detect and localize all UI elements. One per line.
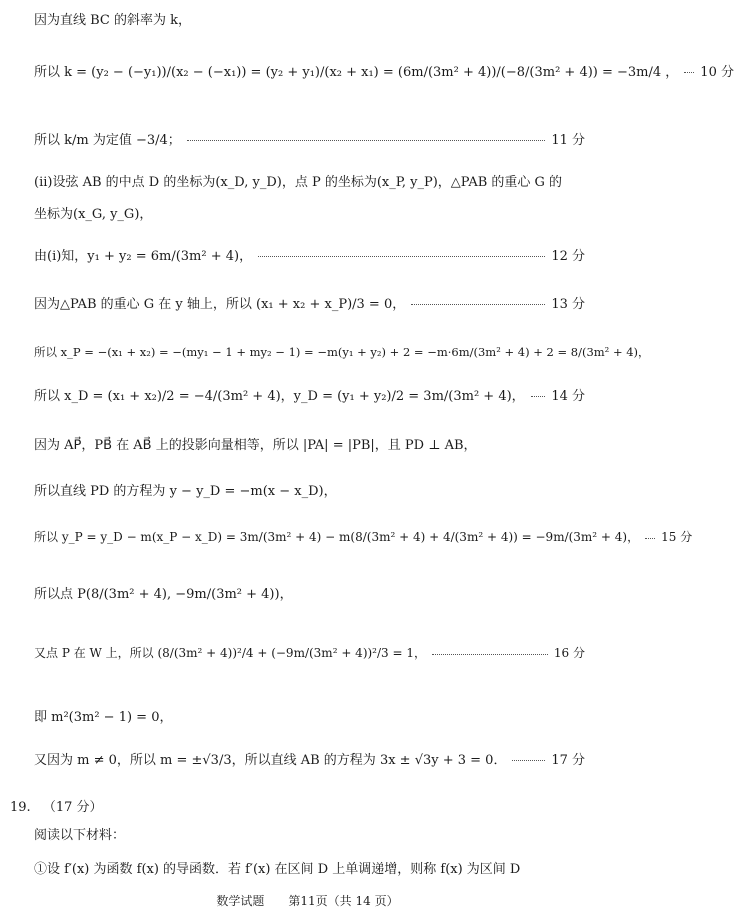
solution-line-13 xyxy=(34,572,585,612)
solution-line-8 xyxy=(34,336,650,368)
line-text: 所以 k = (y₂ − (−y₁))/(x₂ − (−x₁)) = (y₂ + y₁)/(x₂ + x₁) = (6m/(3m² + 4))/(−8/(3m² + 4)) = −3m/4 ， xyxy=(34,64,679,80)
solution-line-5 xyxy=(34,200,585,224)
solution-line-1 xyxy=(34,6,585,30)
question-number-text: 19. xyxy=(10,800,31,815)
leader-dots xyxy=(531,396,546,397)
solution-line-12 xyxy=(34,516,693,556)
line-text: 所以点 P(8/(3m² + 4), −9m/(3m² + 4))， xyxy=(34,586,293,602)
leader-dots xyxy=(411,304,545,305)
score-mark: 12 分 xyxy=(551,248,585,264)
line-text: 所以 x_D = (x₁ + x₂)/2 = −4/(3m² + 4)，y_D = (y₁ + y₂)/2 = 3m/(3m² + 4)， xyxy=(34,388,525,404)
leader-dots xyxy=(684,72,694,73)
line-text: 所以直线 PD 的方程为 y − y_D = −m(x − x_D)， xyxy=(34,483,337,499)
line-text: 又点 P 在 W 上，所以 (8/(3m² + 4))²/4 + (−9m/(3m² + 4))²/3 = 1， xyxy=(34,645,426,660)
question-number xyxy=(10,796,103,815)
line-text: (ii)设弦 AB 的中点 D 的坐标为(x_D, y_D)，点 P 的坐标为(x_P, y_P)，△PAB 的重心 G 的 xyxy=(34,174,563,190)
solution-line-10 xyxy=(34,430,585,456)
line-text: 所以 x_P = −(x₁ + x₂) = −(my₁ − 1 + my₂ − 1) = −m(y₁ + y₂) + 2 = −m·6m/(3m² + 4) + 2 = 8/(3m² + 4)， xyxy=(34,345,650,359)
page-footer: 数学试题 第11页（共 14 页） xyxy=(216,894,399,908)
line-text: 所以 k/m 为定值 −3/4； xyxy=(34,132,181,148)
score-mark: 11 分 xyxy=(551,132,585,148)
score-mark: 17 分 xyxy=(551,752,585,768)
line-text: 因为直线 BC 的斜率为 k， xyxy=(34,12,192,28)
leader-dots xyxy=(432,654,548,655)
line-text: 因为 AP⃗，PB⃗ 在 AB⃗ 上的投影向量相等，所以 |PA| = |PB|，且 PD ⊥ AB， xyxy=(34,437,477,453)
leader-dots xyxy=(645,538,655,539)
leader-dots xyxy=(187,140,546,141)
leader-dots xyxy=(258,256,545,257)
leader-dots xyxy=(512,760,545,761)
line-text: 因为△PAB 的重心 G 在 y 轴上，所以 (x₁ + x₂ + x_P)/3 = 0， xyxy=(34,296,406,312)
line-text: 由(ⅰ)知，y₁ + y₂ = 6m/(3m² + 4)， xyxy=(34,248,253,264)
solution-line-11 xyxy=(34,476,585,502)
score-mark: 10 分 xyxy=(700,64,734,80)
score-mark: 13 分 xyxy=(551,296,585,312)
line-text: 坐标为(x_G, y_G)， xyxy=(34,206,153,222)
solution-line-15 xyxy=(34,702,585,728)
line-text: 所以 y_P = y_D − m(x_P − x_D) = 3m/(3m² + 4) − m(8/(3m² + 4) + 4/(3m² + 4)) = −9m/(3m² + 4)， xyxy=(34,529,640,544)
line-text: 又因为 m ≠ 0，所以 m = ±√3/3，所以直线 AB 的方程为 3x ± √3y + 3 = 0． xyxy=(34,752,507,768)
solution-line-2 xyxy=(34,44,734,96)
line-text: 即 m²(3m² − 1) = 0， xyxy=(34,709,173,725)
solution-line-9 xyxy=(34,378,585,410)
score-mark: 16 分 xyxy=(553,645,585,660)
score-mark: 15 分 xyxy=(661,529,693,544)
question-points: （17 分） xyxy=(42,800,103,815)
solution-line-3 xyxy=(34,112,585,164)
solution-line-16 xyxy=(34,740,585,776)
solution-line-6 xyxy=(34,238,585,270)
score-mark: 14 分 xyxy=(551,388,585,404)
solution-line-14 xyxy=(34,624,585,680)
solution-line-7 xyxy=(34,286,585,318)
material-item-1: ①设 f′(x) 为函数 f(x) 的导函数．若 f′(x) 在区间 D 上单调递增，则称 f(x) 为区间 D xyxy=(34,862,521,877)
material-heading: 阅读以下材料： xyxy=(34,828,126,843)
solution-line-4 xyxy=(34,168,585,192)
